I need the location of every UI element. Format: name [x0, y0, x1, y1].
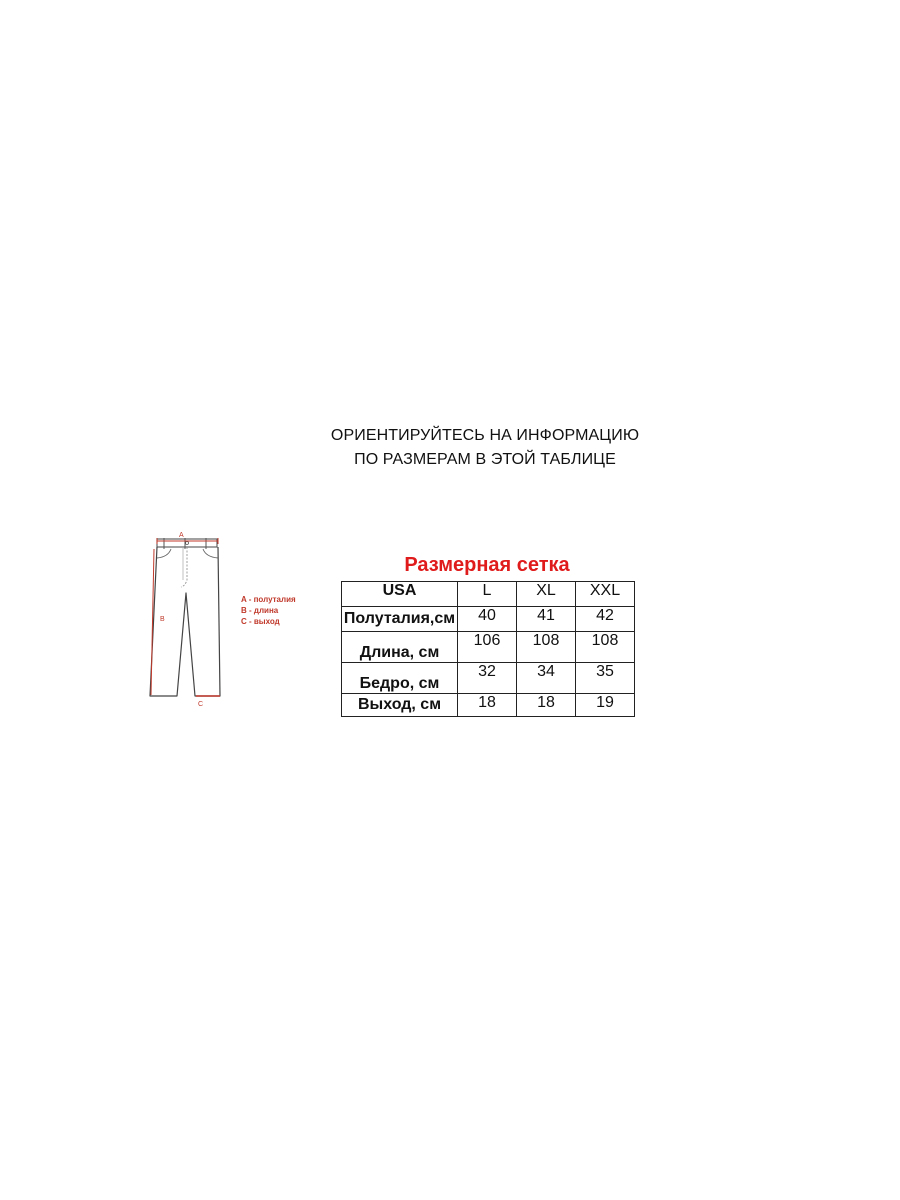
table-cell: 35	[576, 663, 635, 694]
diagram-legend	[241, 594, 296, 627]
header-cell: L	[458, 582, 517, 607]
legend-item-a: A - полуталия	[241, 595, 296, 604]
marker-b-label: B	[160, 616, 165, 623]
size-table-title: Размерная сетка	[404, 554, 570, 576]
header-cell: USA	[342, 582, 458, 607]
marker-c-label: C	[198, 701, 204, 708]
table-row	[342, 607, 635, 632]
table-cell: 32	[458, 663, 517, 694]
row-label: Длина, см	[342, 632, 458, 663]
intro-line-2: ПО РАЗМЕРАМ В ЭТОЙ ТАБЛИЦЕ	[354, 451, 616, 468]
table-row	[342, 694, 635, 717]
table-row	[342, 632, 635, 663]
table-row	[342, 663, 635, 694]
table-cell: 40	[458, 607, 517, 632]
table-cell: 108	[576, 632, 635, 663]
row-label: Полуталия,см	[342, 607, 458, 632]
table-cell: 106	[458, 632, 517, 663]
table-cell: 18	[458, 694, 517, 717]
header-cell: XL	[517, 582, 576, 607]
table-header-row	[342, 582, 635, 607]
header-cell: XXL	[576, 582, 635, 607]
row-label: Выход, см	[342, 694, 458, 717]
table-cell: 34	[517, 663, 576, 694]
table-cell: 19	[576, 694, 635, 717]
table-cell: 18	[517, 694, 576, 717]
table-cell: 108	[517, 632, 576, 663]
intro-line-1: ОРИЕНТИРУЙТЕСЬ НА ИНФОРМАЦИЮ	[330, 427, 640, 444]
intro-text	[270, 424, 700, 472]
legend-item-c: C - выход	[241, 617, 280, 626]
size-table	[341, 581, 635, 717]
legend-item-b: B - длина	[241, 606, 279, 615]
table-cell: 42	[576, 607, 635, 632]
row-label: Бедро, см	[342, 663, 458, 694]
table-cell: 41	[517, 607, 576, 632]
marker-a-label: A	[179, 532, 184, 539]
